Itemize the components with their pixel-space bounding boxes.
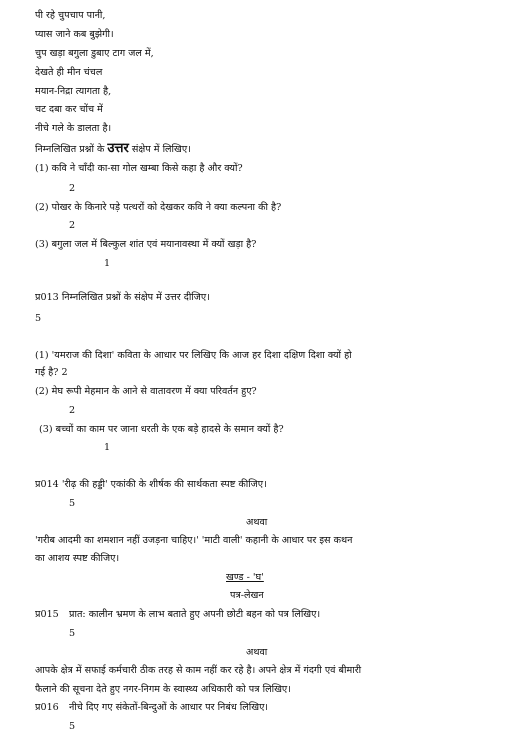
q14-marks: 5 — [69, 498, 76, 509]
section-a-question-2-marks: 2 — [69, 220, 76, 231]
q15-label: प्र015 — [35, 609, 59, 620]
q13-question-2: (2) मेघ रूपी मेहमान के आने से वातावरण में क्या परिवर्तन हुए? — [35, 386, 257, 397]
q13-question-3-marks: 1 — [104, 442, 111, 453]
q13-question-3: (3) बच्चों का काम पर जाना धरती के एक बड़े हादसे के समान क्यों है? — [39, 424, 284, 435]
section-a-question-3-marks: 1 — [104, 258, 111, 269]
q15-alt-line-2: फैलाने की सूचना देते हुए नगर-निगम के स्वास्थ्य अधिकारी को पत्र लिखिए। — [35, 684, 291, 695]
section-a-question-1-marks: 2 — [69, 183, 76, 194]
q16-text: नीचे दिए गए संकेतों-बिन्दुओं के आधार पर निबंध लिखिए। — [69, 702, 269, 713]
q13-question-2-marks: 2 — [69, 405, 76, 416]
section-a-instruction — [35, 143, 191, 156]
section-a-question-1: (1) कवि ने चाँदी का-सा गोल खम्बा किसे कहा है और क्यों? — [35, 163, 243, 174]
q14-or: अथवा — [246, 517, 268, 528]
q14-label: प्र014 'रीढ़ की हड्डी' एकांकी के शीर्षक की सार्थकता स्पष्ट कीजिए। — [35, 479, 267, 490]
q15-alt-line-1: आपके क्षेत्र में सफाई कर्मचारी ठीक तरह से काम नहीं कर रहे है। अपने क्षेत्र में गंदगी एवं बीमारी — [35, 665, 362, 676]
instruction-emphasis: उत्तर — [107, 141, 129, 156]
q13-question-1-cont: गई है? 2 — [35, 367, 68, 378]
instruction-after: संक्षेप में लिखिए। — [131, 144, 191, 155]
q13-question-1: (1) 'यमराज की दिशा' कविता के आधार पर लिखिए कि आज हर दिशा दक्षिण दिशा क्यों हो — [35, 350, 352, 361]
q14-alt-line-1: 'गरीब आदमी का शमशान नहीं उजड़ना चाहिए।' 'माटी वाली' कहानी के आधार पर इस कथन — [35, 535, 353, 546]
poem-line-3: चुप खड़ा बगुला डुबाए टाग जल में, — [35, 48, 154, 59]
q14-alt-line-2: का आशय स्पष्ट कीजिए। — [35, 553, 120, 564]
instruction-before: निम्नलिखित प्रश्नों के — [35, 144, 105, 155]
q15-marks: 5 — [69, 628, 76, 639]
poem-line-6: चट दबा कर चोंच में — [35, 104, 103, 115]
section-a-question-3: (3) बगुला जल में बिल्कुल शांत एवं मयानावस्था में क्यों खड़ा है? — [35, 239, 257, 250]
poem-line-2: प्यास जाने कब बुझेगी। — [35, 29, 114, 40]
poem-line-4: देखते ही मीन चंचल — [35, 67, 103, 78]
section-a-question-2: (2) पोखर के किनारे पड़े पत्थरों को देखकर कवि ने क्या कल्पना की है? — [35, 202, 282, 213]
q16-marks: 5 — [69, 721, 76, 732]
section-d-heading: खण्ड - 'घ' — [226, 572, 264, 583]
q16-label: प्र016 — [35, 702, 59, 713]
q15-text: प्रात: कालीन भ्रमण के लाभ बताते हुए अपनी छोटी बहन को पत्र लिखिए। — [69, 609, 321, 620]
q15-or: अथवा — [246, 647, 268, 658]
poem-line-5: मयान-निद्रा त्यागता है, — [35, 86, 112, 97]
poem-line-7: नीचे गले के डालता है। — [35, 123, 112, 134]
section-d-subheading: पत्र-लेखन — [230, 590, 264, 601]
q13-label: प्र013 निम्नलिखित प्रश्नों के संक्षेप में उत्तर दीजिए। — [35, 292, 210, 303]
q13-marks: 5 — [35, 313, 42, 324]
poem-line-1: पी रहे चुपचाप पानी, — [35, 10, 106, 21]
